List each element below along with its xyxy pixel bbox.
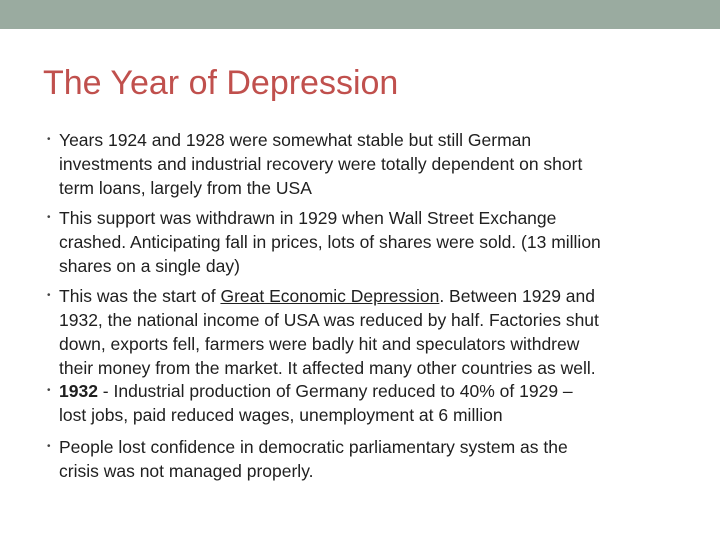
bullet-item — [47, 379, 699, 427]
bullet-line: investments and industrial recovery were totally dependent on short — [59, 154, 583, 174]
bullet-line: their money from the market. It affected many other countries as well. — [59, 358, 596, 378]
bullet-line: Years 1924 and 1928 were somewhat stable but still German — [59, 130, 532, 150]
bullet-item — [47, 284, 699, 380]
bullet-item — [47, 206, 699, 278]
bullet-text — [59, 206, 699, 278]
bullet-line: lost jobs, paid reduced wages, unemployment at 6 million — [59, 405, 503, 425]
bullet-line: This support was withdrawn in 1929 when Wall Street Exchange — [59, 208, 557, 228]
bullet-text — [59, 379, 699, 427]
bullet-line: crisis was not managed properly. — [59, 461, 314, 481]
bullet-line: 1932, the national income of USA was reduced by half. Factories shut — [59, 310, 599, 330]
bullet-line-start: This was the start of — [59, 286, 221, 306]
bullet-item — [47, 128, 699, 200]
bullet-icon: • — [47, 290, 51, 301]
bold-year: 1932 — [59, 381, 98, 401]
great-depression-link[interactable]: Great Economic Depression — [220, 286, 440, 306]
bullet-item — [47, 435, 699, 483]
bullet-icon: • — [47, 385, 51, 396]
bullet-text — [59, 284, 699, 380]
bullet-icon: • — [47, 134, 51, 145]
bullet-line-end: . Between 1929 and — [439, 286, 595, 306]
bullet-text — [59, 128, 699, 200]
bullet-line: term loans, largely from the USA — [59, 178, 312, 198]
bullet-line-end: - Industrial production of Germany reduced to 40% of 1929 – — [97, 381, 573, 401]
bullet-line: shares on a single day) — [59, 256, 240, 276]
bullet-line: People lost confidence in democratic parliamentary system as the — [59, 437, 568, 457]
slide-title: The Year of Depression — [43, 64, 399, 102]
bullet-text — [59, 435, 699, 483]
bullet-icon: • — [47, 441, 51, 452]
bullet-line: down, exports fell, farmers were badly hit and speculators withdrew — [59, 334, 580, 354]
bullet-line: crashed. Anticipating fall in prices, lots of shares were sold. (13 million — [59, 232, 601, 252]
bullet-icon: • — [47, 212, 51, 223]
